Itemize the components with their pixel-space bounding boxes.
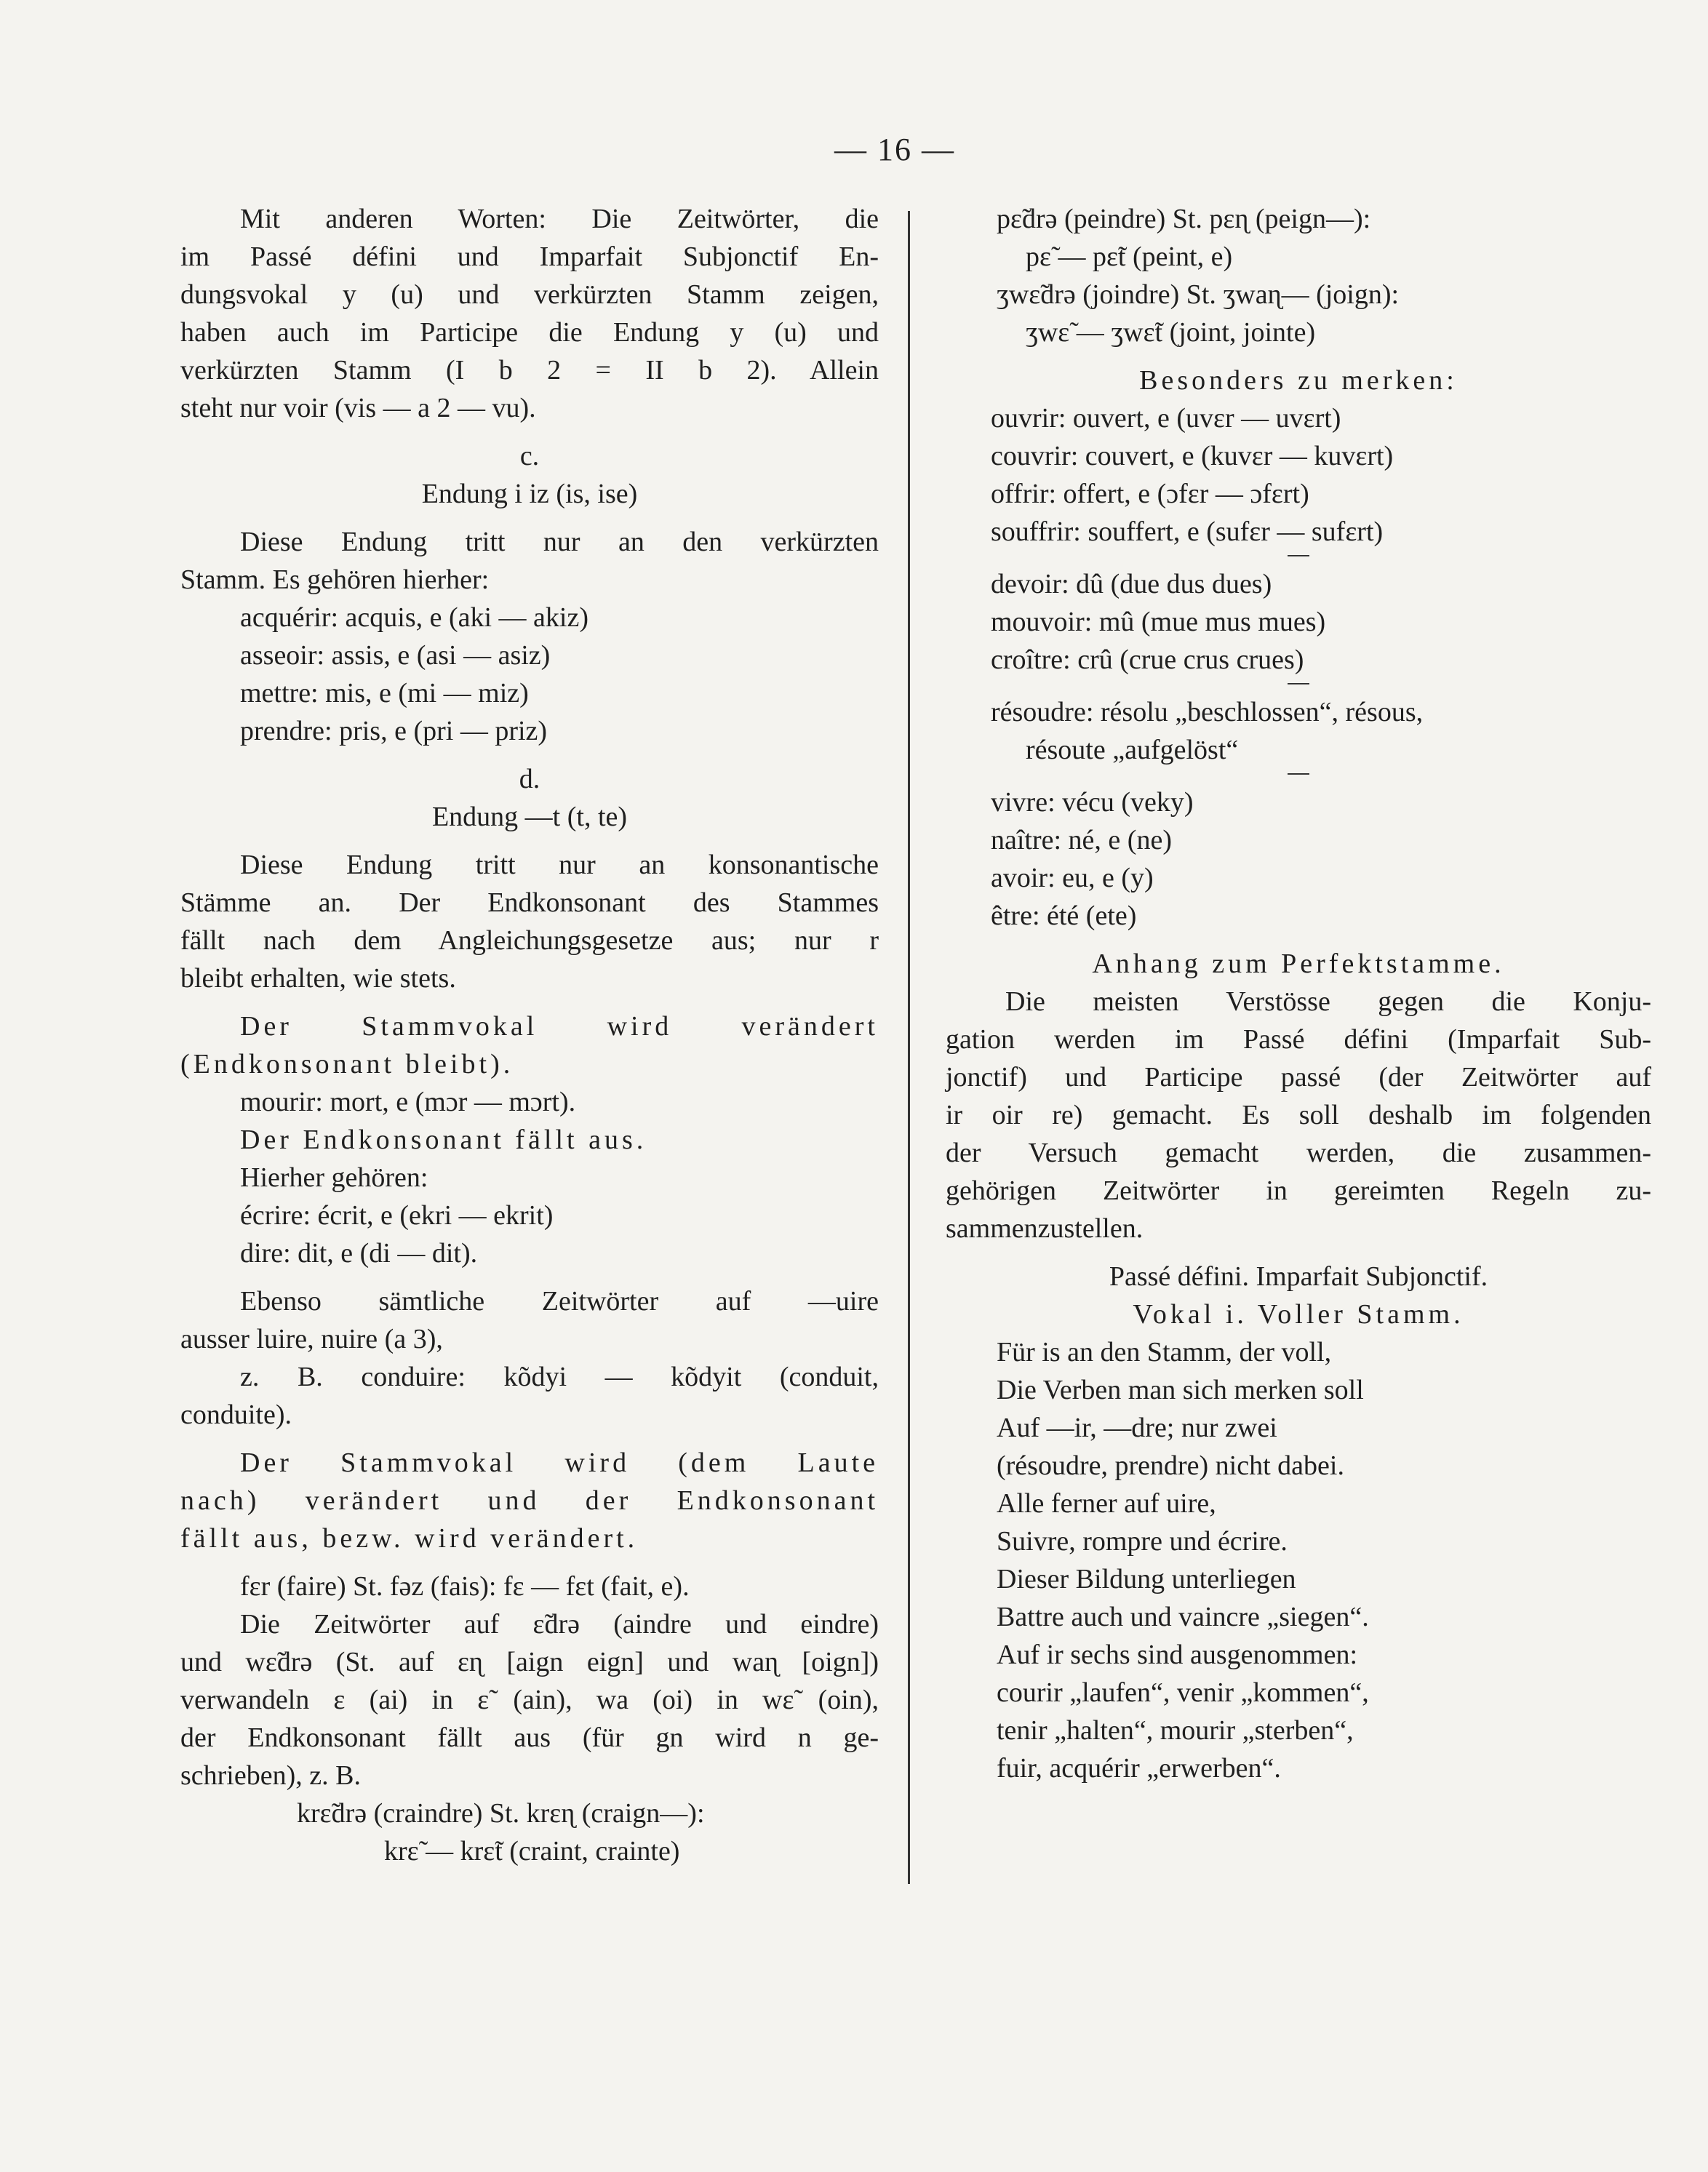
text-line: Hierher gehören: (240, 1162, 428, 1193)
text-line: z. B. conduire: kõdyi — kõdyit (conduit, (240, 1362, 879, 1392)
example-line: asseoir: assis, e (asi — asiz) (240, 640, 551, 671)
example-line: naître: né, e (ne) (991, 825, 1172, 855)
section-heading-d: Endung —t (t, te) (431, 802, 628, 832)
example-line: krɛ̃ — krɛ̃t (craint, crainte) (384, 1836, 680, 1866)
example-line: mouvoir: mû (mue mus mues) (991, 607, 1326, 637)
text-line: haben auch im Participe die Endung y (u) und (180, 317, 879, 348)
section-label-c: c. (519, 441, 540, 471)
right-column (946, 200, 1651, 1787)
poem-line: courir „laufen“, venir „kommen“, (997, 1677, 1369, 1708)
poem-line: Battre auch und vaincre „siegen“. (997, 1602, 1369, 1632)
paragraph-intro (180, 200, 879, 427)
example-line: pɛ̃drə (peindre) St. pɛɳ (peign—): (997, 204, 1371, 234)
text-line: fällt nach dem Angleichungsgesetze aus; nur r (180, 925, 879, 956)
text-line: der Endkonsonant fällt aus (für gn wird n ge- (180, 1722, 879, 1753)
example-line: pɛ̃ — pɛ̃t (peint, e) (1026, 241, 1233, 272)
text-line: ir oir re) gemacht. Es soll deshalb im folgenden (946, 1100, 1651, 1130)
left-column (180, 200, 879, 1870)
example-line: résoute „aufgelöst“ (1026, 735, 1239, 765)
text-line: und wɛ̃drə (St. auf ɛɳ [aign eign] und waɳ [oign]) (180, 1647, 879, 1677)
spaced-line: Der Stammvokal wird verändert (240, 1011, 879, 1042)
text-line: Diese Endung tritt nur an konsonantische (240, 850, 879, 880)
text-line: im Passé défini und Imparfait Subjonctif En- (180, 241, 879, 272)
poem-line: Alle ferner auf uire, (997, 1488, 1216, 1519)
example-line: résoudre: résolu „beschlossen“, résous, (991, 697, 1424, 727)
text-line: conduite). (180, 1400, 292, 1430)
separator-dash (1288, 555, 1309, 556)
example-line: mourir: mort, e (mɔr — mɔrt). (240, 1087, 576, 1117)
text-line: bleibt erhalten, wie stets. (180, 963, 456, 994)
text-line: verwandeln ɛ (ai) in ɛ̃ (ain), wa (oi) in wɛ̃ (oin), (180, 1685, 879, 1715)
spaced-line: (Endkonsonant bleibt). (180, 1049, 514, 1079)
example-line: vivre: vécu (veky) (991, 787, 1194, 818)
column-divider (908, 211, 910, 1884)
text-line: jonctif) und Participe passé (der Zeitwörter auf (946, 1062, 1651, 1093)
passe-heading: Passé défini. Imparfait Subjonctif. (1109, 1261, 1488, 1292)
example-line: dire: dit, e (di — dit). (240, 1238, 478, 1269)
text-line: Ebenso sämtliche Zeitwörter auf —uire (240, 1286, 879, 1317)
example-line: écrire: écrit, e (ekri — ekrit) (240, 1200, 554, 1231)
text-line: Diese Endung tritt nur an den verkürzten (240, 527, 879, 557)
spaced-line: fällt aus, bezw. wird verändert. (180, 1523, 639, 1554)
text-line: gehörigen Zeitwörter in gereimten Regeln zu- (946, 1175, 1651, 1206)
text-line: gation werden im Passé défini (Imparfait Sub- (946, 1024, 1651, 1055)
example-line: avoir: eu, e (y) (991, 863, 1154, 893)
spaced-line: Der Endkonsonant fällt aus. (240, 1125, 647, 1155)
text-line: Mit anderen Worten: Die Zeitwörter, die (240, 204, 879, 234)
example-line: devoir: dû (due dus dues) (991, 569, 1272, 599)
text-line: Die Zeitwörter auf ɛ̃drə (aindre und eindre) (240, 1609, 879, 1640)
poem-line: fuir, acquérir „erwerben“. (997, 1753, 1281, 1784)
spaced-line: Der Stammvokal wird (dem Laute (240, 1448, 879, 1478)
besonders-heading: Besonders zu merken: (1139, 365, 1458, 396)
example-line: acquérir: acquis, e (aki — akiz) (240, 602, 588, 633)
example-line: être: été (ete) (991, 901, 1137, 931)
poem-line: Für is an den Stamm, der voll, (997, 1337, 1332, 1368)
poem-line: Auf —ir, —dre; nur zwei (997, 1413, 1277, 1443)
text-line: verkürzten Stamm (I b 2 = II b 2). Allein (180, 355, 879, 386)
text-line: der Versuch gemacht werden, die zusammen- (946, 1138, 1651, 1168)
section-heading-c: Endung i iz (is, ise) (421, 479, 638, 509)
example-line: ouvrir: ouvert, e (uvɛr — uvɛrt) (991, 403, 1341, 434)
text-line: Stämme an. Der Endkonsonant des Stammes (180, 887, 879, 918)
poem-line: (résoudre, prendre) nicht dabei. (997, 1450, 1344, 1481)
example-line: couvrir: couvert, e (kuvɛr — kuvɛrt) (991, 441, 1394, 471)
text-line: schrieben), z. B. (180, 1760, 361, 1791)
text-line: Die meisten Verstösse gegen die Konju- (1005, 986, 1651, 1017)
spaced-line: nach) verändert und der Endkonsonant (180, 1485, 879, 1516)
poem-line: tenir „halten“, mourir „sterben“, (997, 1715, 1354, 1746)
poem-line: Auf ir sechs sind ausgenommen: (997, 1640, 1358, 1670)
anhang-heading: Anhang zum Perfektstamme. (1092, 949, 1505, 979)
example-line: ʒwɛ̃ — ʒwɛ̃t (joint, jointe) (1026, 317, 1316, 348)
poem-line: Suivre, rompre und écrire. (997, 1526, 1288, 1557)
poem-line: Die Verben man sich merken soll (997, 1375, 1364, 1405)
poem-line: Dieser Bildung unterliegen (997, 1564, 1296, 1594)
example-line: krɛ̃drə (craindre) St. krɛɳ (craign—): (297, 1798, 705, 1829)
example-line: souffrir: souffert, e (sufɛr — sufɛrt) (991, 516, 1384, 547)
text-line: Stamm. Es gehören hierher: (180, 564, 490, 595)
example-line: croître: crû (crue crus crues) (991, 644, 1304, 675)
text-line: dungsvokal y (u) und verkürzten Stamm zeigen, (180, 279, 879, 310)
section-label-d: d. (519, 764, 540, 794)
example-line: fɛr (faire) St. fəz (fais): fɛ — fɛt (fait, e). (240, 1571, 690, 1602)
text-line: ausser luire, nuire (a 3), (180, 1324, 443, 1354)
page-number: — 16 — (834, 132, 955, 167)
example-line: ʒwɛ̃drə (joindre) St. ʒwaɳ— (joign): (997, 279, 1400, 310)
separator-dash (1288, 683, 1309, 684)
example-line: mettre: mis, e (mi — miz) (240, 678, 529, 708)
example-line: prendre: pris, e (pri — priz) (240, 716, 548, 746)
example-line: offrir: offert, e (ɔfɛr — ɔfɛrt) (991, 479, 1309, 509)
text-line: sammenzustellen. (946, 1213, 1144, 1244)
separator-dash (1288, 773, 1309, 775)
vokal-heading: Vokal i. Voller Stamm. (1133, 1299, 1464, 1330)
text-line: steht nur voir (vis — a 2 — vu). (180, 393, 536, 423)
